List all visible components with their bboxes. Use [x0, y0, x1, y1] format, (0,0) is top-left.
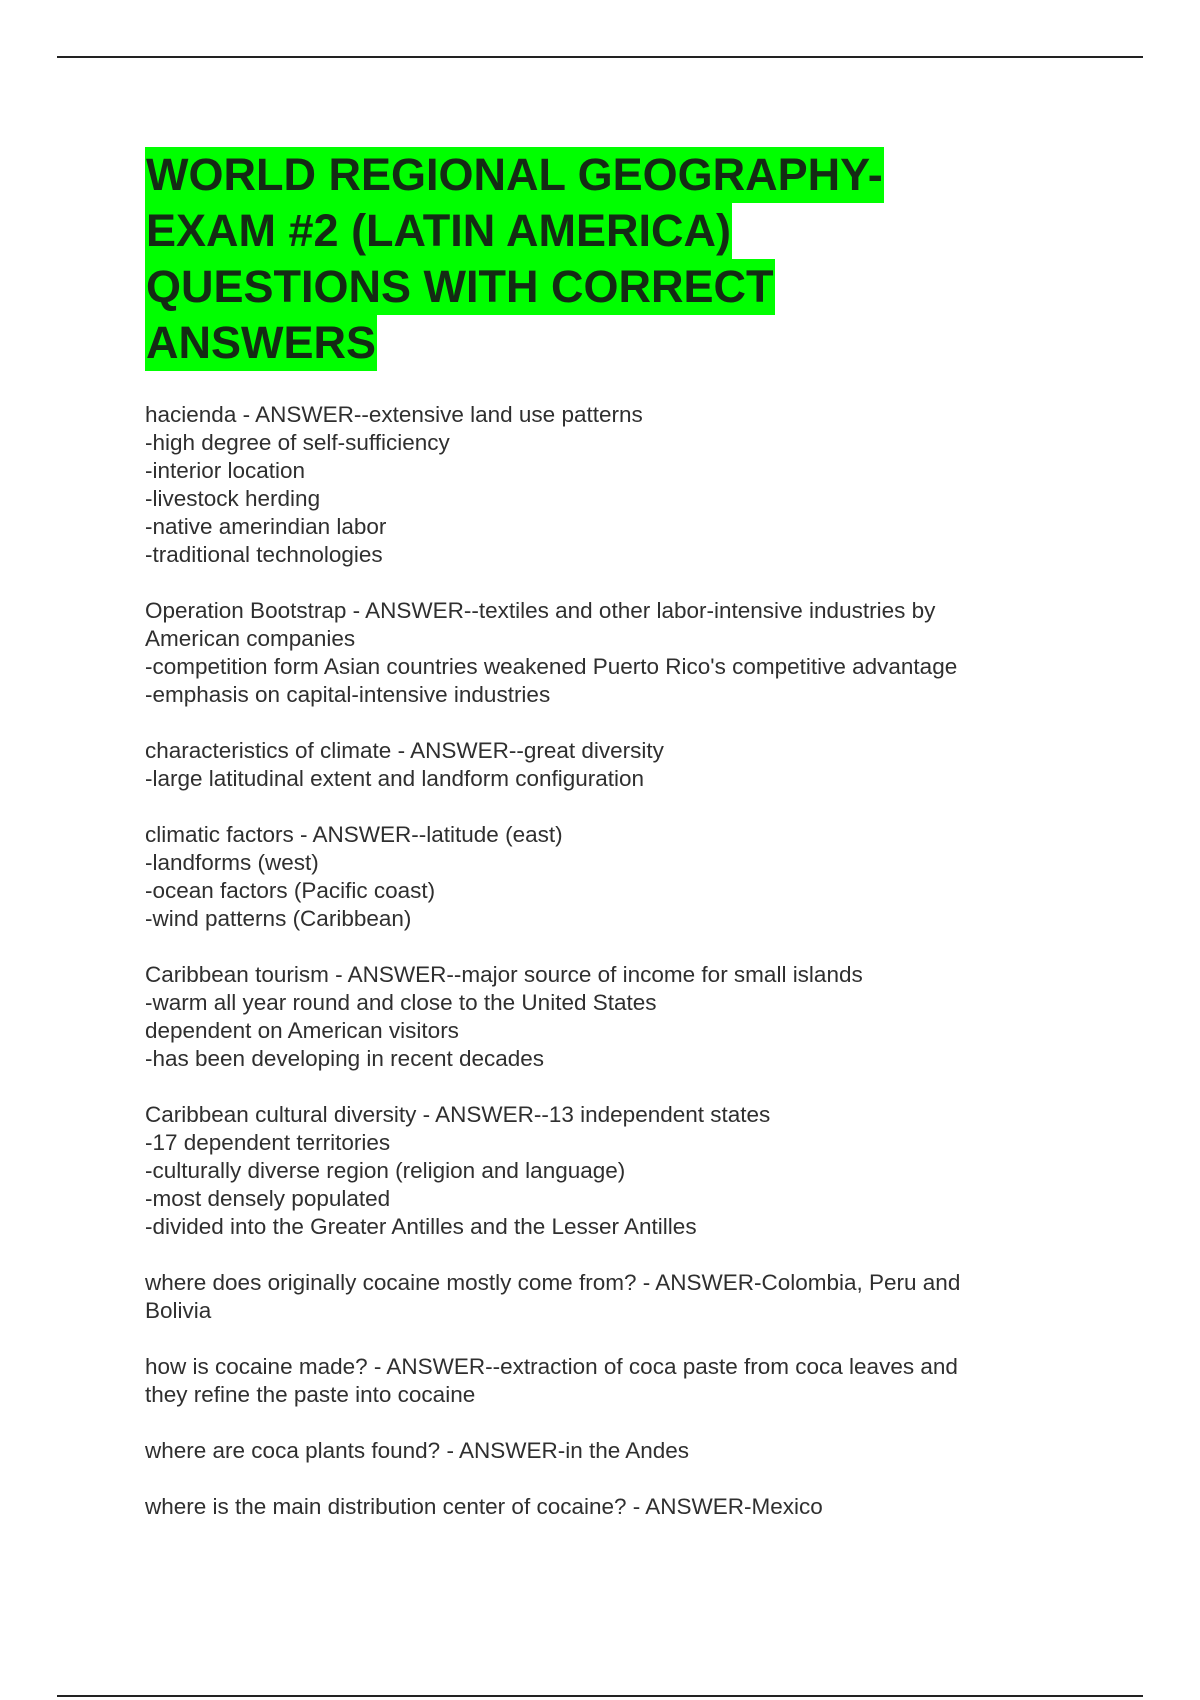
qa-entry-cocaine-made — [145, 1353, 1045, 1409]
qa-line: Operation Bootstrap - ANSWER--textiles and other labor-intensive industries by — [145, 598, 936, 623]
qa-line: -warm all year round and close to the United States — [145, 990, 657, 1015]
qa-line: -high degree of self-sufficiency — [145, 430, 450, 455]
qa-line: where does originally cocaine mostly come from? - ANSWER-Colombia, Peru and — [145, 1270, 961, 1295]
top-rule — [57, 56, 1143, 58]
qa-line: how is cocaine made? - ANSWER--extraction of coca paste from coca leaves and — [145, 1354, 958, 1379]
qa-line: Caribbean tourism - ANSWER--major source of income for small islands — [145, 962, 863, 987]
qa-line: -competition form Asian countries weakened Puerto Rico's competitive advantage — [145, 654, 958, 679]
qa-line: Bolivia — [145, 1298, 212, 1323]
qa-line: where is the main distribution center of cocaine? - ANSWER-Mexico — [145, 1494, 823, 1519]
qa-line: -has been developing in recent decades — [145, 1046, 545, 1071]
title-line: WORLD REGIONAL GEOGRAPHY- — [145, 147, 884, 203]
qa-line: -emphasis on capital-intensive industries — [145, 682, 551, 707]
qa-entry-hacienda — [145, 401, 1045, 569]
qa-line: characteristics of climate - ANSWER--great diversity — [145, 738, 664, 763]
document-body — [145, 147, 1045, 1549]
qa-line: -17 dependent territories — [145, 1130, 391, 1155]
qa-line: hacienda - ANSWER--extensive land use patterns — [145, 402, 643, 427]
qa-entry-climatic-factors — [145, 821, 1045, 933]
qa-line: -divided into the Greater Antilles and the Lesser Antilles — [145, 1214, 697, 1239]
qa-line: -interior location — [145, 458, 306, 483]
qa-line: -landforms (west) — [145, 850, 319, 875]
title-line: EXAM #2 (LATIN AMERICA) — [145, 203, 732, 259]
title-line: QUESTIONS WITH CORRECT — [145, 259, 775, 315]
document-title — [145, 147, 1045, 371]
qa-entry-caribbean-tourism — [145, 961, 1045, 1073]
qa-line: American companies — [145, 626, 356, 651]
qa-entry-coca-plants — [145, 1437, 1045, 1465]
qa-entry-operation-bootstrap — [145, 597, 1045, 709]
qa-entry-cocaine-origin — [145, 1269, 1045, 1325]
qa-entry-climate-characteristics — [145, 737, 1045, 793]
qa-line: Caribbean cultural diversity - ANSWER--13 independent states — [145, 1102, 771, 1127]
qa-line: where are coca plants found? - ANSWER-in the Andes — [145, 1438, 690, 1463]
qa-line: -culturally diverse region (religion and language) — [145, 1158, 626, 1183]
qa-line: climatic factors - ANSWER--latitude (east) — [145, 822, 563, 847]
qa-line: -large latitudinal extent and landform configuration — [145, 766, 645, 791]
qa-line: -most densely populated — [145, 1186, 391, 1211]
qa-line: they refine the paste into cocaine — [145, 1382, 476, 1407]
qa-line: dependent on American visitors — [145, 1018, 459, 1043]
title-line: ANSWERS — [145, 315, 377, 371]
qa-entry-caribbean-cultural-diversity — [145, 1101, 1045, 1241]
qa-entry-distribution-center — [145, 1493, 1045, 1521]
qa-line: -traditional technologies — [145, 542, 383, 567]
qa-line: -wind patterns (Caribbean) — [145, 906, 412, 931]
qa-line: -ocean factors (Pacific coast) — [145, 878, 436, 903]
qa-line: -native amerindian labor — [145, 514, 387, 539]
qa-line: -livestock herding — [145, 486, 321, 511]
bottom-rule — [57, 1695, 1143, 1697]
